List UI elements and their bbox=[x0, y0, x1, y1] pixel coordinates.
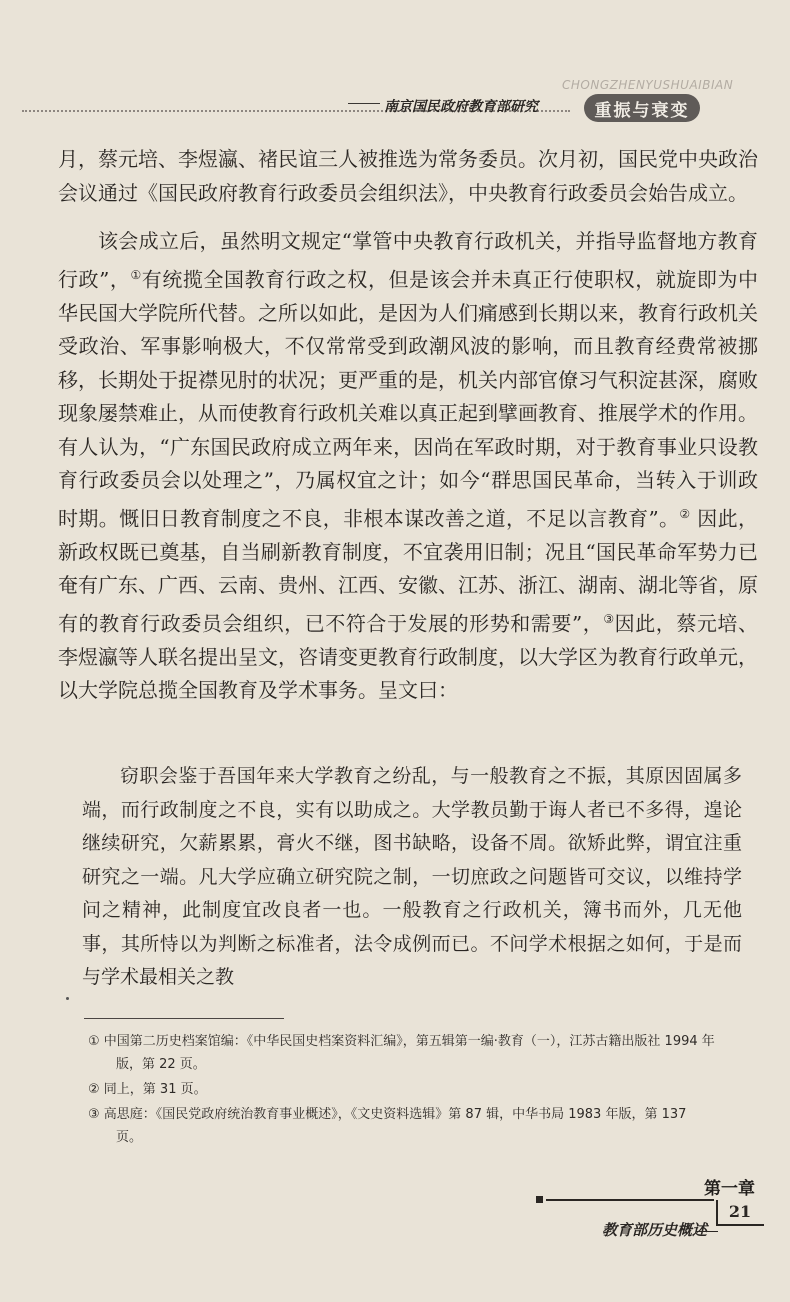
footer-chapter-label: 第一章 bbox=[704, 1179, 755, 1199]
footer-rule bbox=[546, 1199, 714, 1201]
paragraph-2-part-c: 因此，新政权既已奠基，自当刷新教育制度，不宜袭用旧制；况且“国民革命军势力已奄有广东、广西、云南、贵州、江西、安徽、江苏、浙江、湖南、湖北等省，原有的教育行政委员会组织，已不符合于发展的形势和需要”， bbox=[58, 506, 758, 636]
header-dash bbox=[348, 103, 380, 104]
footer-chapter-title: 教育部历史概述 bbox=[602, 1221, 708, 1239]
footer-square-marker bbox=[536, 1196, 543, 1203]
paragraph-2-part-a: 该会成立后，虽然明文规定“掌管中央教育行政机关，并指导监督地方教育行政”， bbox=[58, 229, 758, 292]
header-book-title-badge: 重振与衰变 bbox=[584, 94, 700, 122]
footnote-3: ③ 高思庭：《国民党政府统治教育事业概述》，《文史资料选辑》第 87 辑，中华书局 1983 年版，第 137 页。 bbox=[88, 1107, 687, 1145]
page-number: 21 bbox=[728, 1202, 752, 1221]
paragraph-1: 月，蔡元培、李煜瀛、褚民谊三人被推选为常务委员。次月初，国民党中央政治会议通过《国民政府教育行政委员会组织法》，中央教育行政委员会始告成立。 bbox=[58, 147, 758, 205]
paragraph-2-part-b: 有统揽全国教育行政之权，但是该会并未真正行使职权，就旋即为中华民国大学院所代替。之所以如此，是因为人们痛感到长期以来，教育行政机关受政治、军事影响极大，不仅常常受到政潮风波的影响，而且教育经费常被挪移，长期处于捉襟见肘的状况；更严重的是，机关内部官僚习气积淀甚深，腐败现象屡禁难止，从而使教育行政机关难以真正起到擘画教育、推展学术的作用。有人认为，“广东国民政府成立两年来，因尚在军政时期，对于教育事业只设教育行政委员会以处理之”，乃属权宜之计；如今“群思国民革命，当转入于训政时期。慨旧日教育制度之不良，非根本谋改善之道，不足以言教育”。 bbox=[58, 267, 759, 531]
margin-dot bbox=[66, 997, 69, 1000]
header-subtitle: 南京国民政府教育部研究 bbox=[384, 99, 538, 115]
paragraph-2 bbox=[58, 225, 758, 708]
footnote-1: ① 中国第二历史档案馆编：《中华民国史档案资料汇编》，第五辑第一编·教育（一），江苏古籍出版社 1994 年版，第 22 页。 bbox=[88, 1034, 715, 1072]
block-quote: 窃职会鉴于吾国年来大学教育之纷乱，与一般教育之不振，其原因固属多端，而行政制度之不良，实有以助成之。大学教员勤于诲人者已不多得，遑论继续研究，欠薪累累，膏火不继，图书缺略，设备不周。欲矫此弊，谓宜注重研究之一端。凡大学应确立研究院之制，一切庶政之问题皆可交议，以维持学问之精神，此制度宜改良者一也。一般教育之行政机关，簿书而外，几无他事，其所恃以为判断之标准者，法令成例而已。不问学术根据之如何，于是而与学术最相关之教 bbox=[82, 765, 742, 988]
footnote-ref-1[interactable]: ① bbox=[130, 267, 142, 282]
footnote-separator bbox=[84, 1018, 284, 1019]
header-pinyin: CHONGZHENYUSHUAIBIAN bbox=[562, 78, 734, 92]
paragraph-2-part-d: 因此，蔡元培、李煜瀛等人联名提出呈文，咨请变更教育行政制度，以大学区为教育行政单元，以大学院总揽全国教育及学术事务。呈文曰： bbox=[58, 611, 758, 703]
footnotes bbox=[60, 1030, 716, 1151]
footnote-ref-2[interactable]: ② bbox=[679, 506, 691, 521]
footer-title-dash bbox=[696, 1231, 718, 1232]
footnote-ref-3[interactable]: ③ bbox=[603, 611, 615, 626]
footnote-2: ② 同上，第 31 页。 bbox=[88, 1082, 207, 1097]
body-text bbox=[58, 143, 758, 708]
